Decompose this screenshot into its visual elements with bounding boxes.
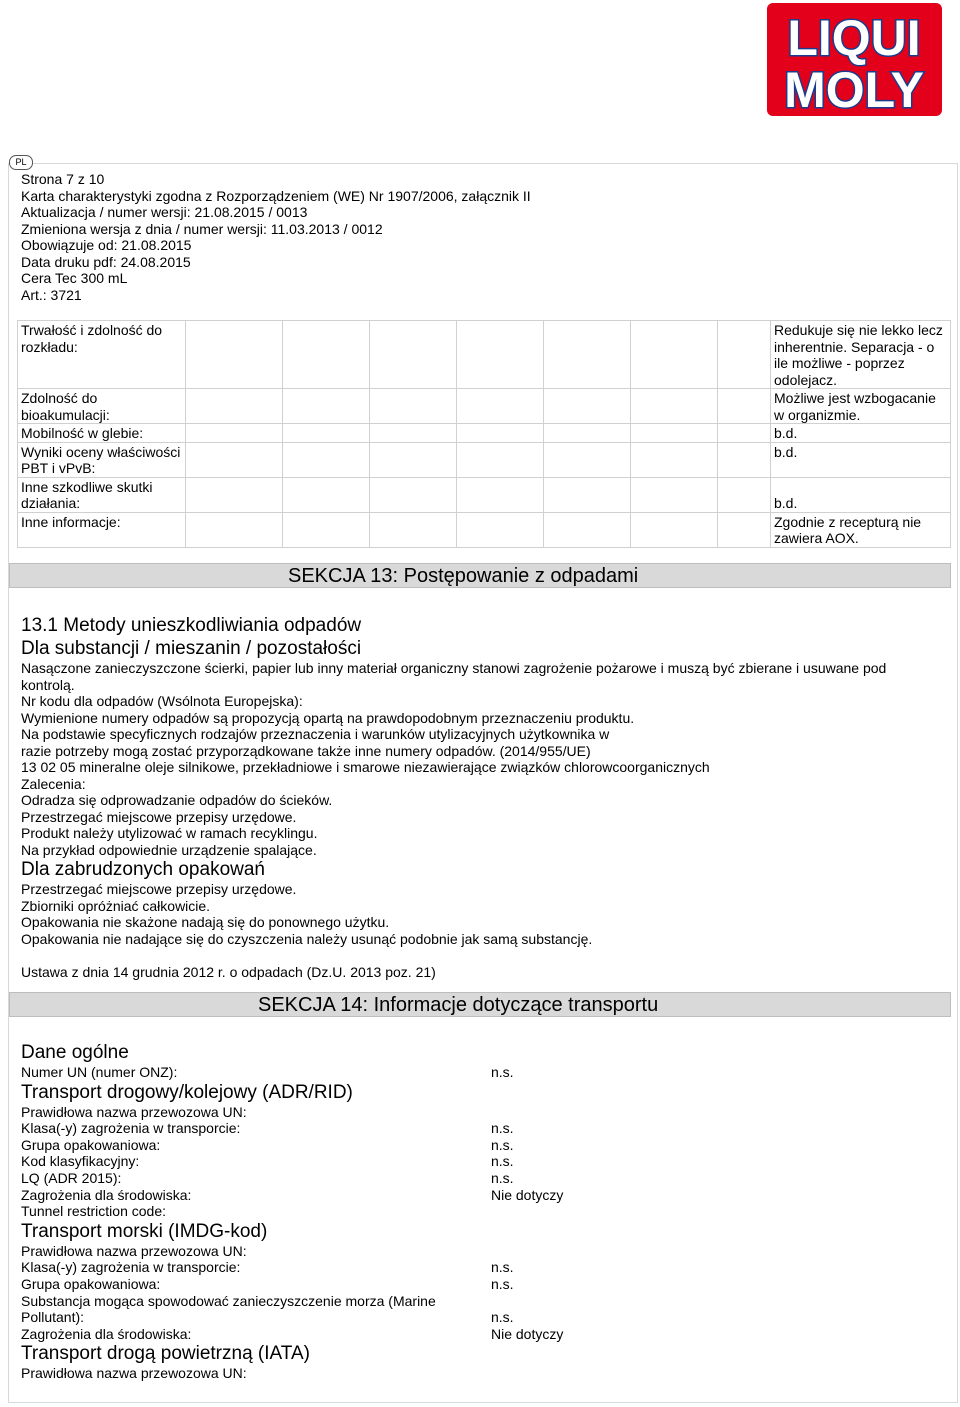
waste-code: 13 02 05 mineralne oleje silnikowe, przekładniowe i smarowe niezawierające związków chlorowcoorganicznych — [21, 759, 710, 775]
adr-row — [21, 1120, 921, 1137]
text-line: Zbiorniki opróżniać całkowicie. — [21, 897, 211, 914]
adr-label: LQ (ADR 2015): — [21, 1169, 122, 1186]
section-14-header — [9, 992, 951, 1017]
adr-value: n.s. — [491, 1153, 514, 1170]
adr-row — [21, 1153, 921, 1170]
un-number-label: Numer UN (numer ONZ): — [21, 1064, 178, 1080]
imdg-value: n.s. — [491, 1259, 514, 1276]
text-line: Na przykład odpowiednie urządzenie spalające. — [21, 841, 317, 858]
adr-label: Grupa opakowaniowa: — [21, 1136, 161, 1153]
adr-row — [21, 1104, 921, 1121]
iata-label: Prawidłowa nazwa przewozowa UN: — [21, 1365, 247, 1382]
header-valid: Obowiązuje od: 21.08.2015 — [21, 237, 192, 253]
header-regulation: Karta charakterystyki zgodna z Rozporządzeniem (WE) Nr 1907/2006, załącznik II — [21, 187, 531, 204]
property-label: Zdolność do bioakumulacji: — [18, 389, 186, 424]
heading-imdg: Transport morski (IMDG-kod) — [21, 1220, 268, 1242]
table-row — [18, 389, 951, 424]
heading-waste-methods: 13.1 Metody unieszkodliwiania odpadów — [21, 615, 362, 636]
table-row — [18, 477, 951, 512]
imdg-row — [21, 1259, 921, 1276]
heading-adr: Transport drogowy/kolejowy (ADR/RID) — [21, 1081, 353, 1103]
adr-row — [21, 1170, 921, 1187]
property-value: b.d. — [771, 424, 951, 443]
paragraph-rags: Nasączone zanieczyszczone ścierki, papier lub inny materiał organiczny stanowi zagrożenie pożarowe i muszą być zbierane i usuwane pod kontrolą. — [21, 660, 887, 693]
property-value: Redukuje się nie lekko lecz inherentnie. Separacja - o ile możliwe - poprzez odolejacz. — [771, 321, 951, 389]
logo-line-1: LIQUI — [787, 10, 921, 66]
property-value: Zgodnie z recepturą nie zawiera AOX. — [771, 512, 951, 547]
text-line: Wymienione numery odpadów są propozycją opartą na prawdopodobnym przeznaczeniu produktu. — [21, 709, 635, 726]
header-page: Strona 7 z 10 — [21, 171, 105, 187]
property-label: Inne informacje: — [18, 512, 186, 547]
imdg-label: Klasa(-y) zagrożenia w transporcie: — [21, 1259, 241, 1276]
imdg-env-label: Zagrożenia dla środowiska: — [21, 1325, 192, 1342]
text-line: Nr kodu dla odpadów (Wsólnota Europejska): — [21, 693, 303, 709]
adr-label: Klasa(-y) zagrożenia w transporcie: — [21, 1120, 241, 1137]
marine-pollutant-value: n.s. — [491, 1309, 514, 1326]
adr-value: n.s. — [491, 1136, 514, 1153]
imdg-label: Grupa opakowaniowa: — [21, 1275, 161, 1292]
adr-label: Zagrożenia dla środowiska: — [21, 1186, 192, 1203]
imdg-row — [21, 1243, 921, 1260]
law-reference: Ustawa z dnia 14 grudnia 2012 r. o odpadach (Dz.U. 2013 poz. 21) — [21, 963, 436, 980]
adr-label: Tunnel restriction code: — [21, 1203, 166, 1220]
property-label: Inne szkodliwe skutki działania: — [18, 477, 186, 512]
iata-row — [21, 1365, 921, 1382]
table-row — [18, 321, 951, 389]
adr-row — [21, 1203, 921, 1220]
text-line: Przestrzegać miejscowe przepisy urzędowe. — [21, 808, 297, 825]
section-13-header — [9, 563, 951, 588]
heading-packaging: Dla zabrudzonych opakowań — [21, 859, 265, 880]
imdg-value: n.s. — [491, 1275, 514, 1292]
marine-pollutant-label: Substancja mogąca spowodować zanieczyszczenie morza (Marine Pollutant): — [21, 1292, 436, 1326]
text-line: Opakowania nie skażone nadają się do ponownego użytku. — [21, 914, 390, 930]
heading-general: Dane ogólne — [21, 1042, 129, 1063]
adr-value: n.s. — [491, 1169, 514, 1186]
table-row — [18, 512, 951, 547]
heading-iata: Transport drogą powietrzną (IATA) — [21, 1343, 310, 1365]
marine-pollutant-row — [21, 1293, 921, 1326]
header-article: Art.: 3721 — [21, 286, 82, 303]
property-label: Mobilność w glebie: — [18, 424, 186, 443]
adr-value: Nie dotyczy — [491, 1186, 564, 1203]
table-row — [18, 442, 951, 477]
imdg-label: Prawidłowa nazwa przewozowa UN: — [21, 1242, 247, 1259]
property-label: Wyniki oceny właściwości PBT i vPvB: — [18, 442, 186, 477]
property-value: Możliwe jest wzbogacanie w organizmie. — [771, 389, 951, 424]
heading-substance: Dla substancji / mieszanin / pozostałości — [21, 638, 362, 659]
document-header — [21, 171, 531, 303]
text-line: Odradza się odprowadzanie odpadów do ścieków. — [21, 792, 333, 808]
adr-row — [21, 1137, 921, 1154]
text-line: razie potrzeby mogą zostać przyporządkowane także inne numery odpadów. (2014/955/UE) — [21, 742, 591, 759]
adr-value: n.s. — [491, 1120, 514, 1137]
header-changed: Zmieniona wersja z dnia / numer wersji: 11.03.2013 / 0012 — [21, 220, 383, 237]
language-badge: PL — [9, 155, 33, 170]
adr-label: Kod klasyfikacyjny: — [21, 1153, 140, 1170]
logo-line-2: MOLY — [784, 62, 924, 116]
property-value: b.d. — [771, 442, 951, 477]
header-print-date: Data druku pdf: 24.08.2015 — [21, 253, 191, 270]
text-line: Zalecenia: — [21, 775, 86, 792]
imdg-env-row — [21, 1326, 921, 1343]
imdg-row — [21, 1276, 921, 1293]
text-line: Przestrzegać miejscowe przepisy urzędowe. — [21, 881, 297, 897]
text-line: Opakowania nie nadające się do czyszczenia należy usunąć podobnie jak samą substancję. — [21, 930, 593, 947]
liqui-moly-logo — [767, 3, 942, 116]
text-line: Na podstawie specyficznych rodzajów przeznaczenia i warunków utylizacyjnych użytkownika w — [21, 726, 610, 742]
property-value: b.d. — [771, 477, 951, 512]
property-label: Trwałość i zdolność do rozkładu: — [18, 321, 186, 389]
table-row — [18, 424, 951, 443]
un-number-value: n.s. — [491, 1064, 514, 1080]
section-13-title: SEKCJA 13: Postępowanie z odpadami — [288, 565, 639, 587]
section-14-title: SEKCJA 14: Informacje dotyczące transportu — [258, 994, 659, 1016]
header-update: Aktualizacja / numer wersji: 21.08.2015 / 0013 — [21, 204, 308, 220]
text-line: Produkt należy utylizować w ramach recyklingu. — [21, 825, 318, 841]
header-product: Cera Tec 300 mL — [21, 270, 128, 286]
un-number-row — [21, 1064, 921, 1081]
imdg-env-value: Nie dotyczy — [491, 1325, 564, 1342]
adr-row — [21, 1187, 921, 1204]
section-13-body — [21, 614, 921, 980]
ecology-properties-table — [17, 320, 951, 548]
adr-label: Prawidłowa nazwa przewozowa UN: — [21, 1103, 247, 1120]
section-14-body — [21, 1041, 921, 1382]
